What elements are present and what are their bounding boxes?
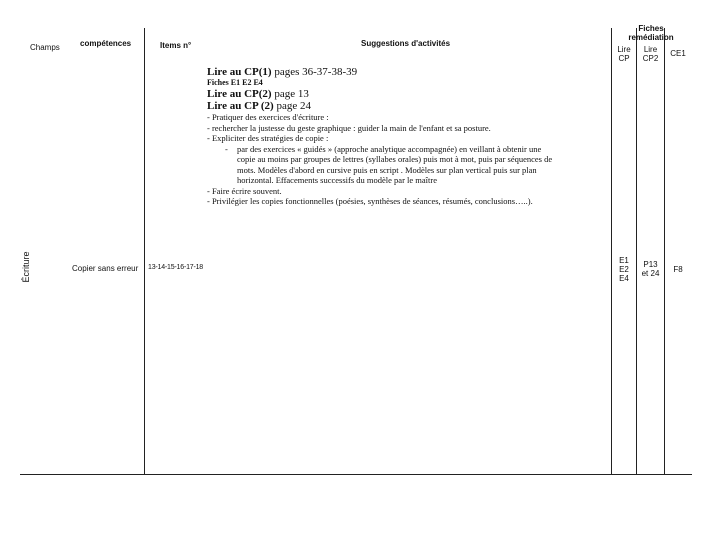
items-cell: 13-14-15-16-17-18 (148, 264, 203, 271)
reference-pages: pages 36-37-38-39 (271, 66, 358, 78)
sub-list (207, 144, 607, 186)
header-lire-cp: Lire CP (617, 45, 631, 63)
champ-label: Écriture (21, 251, 31, 283)
sub-item-line: copie au moins par groupes de lettres (syllabes orales) puis mot à mot, puis par séquences de (237, 154, 553, 164)
competence-cell: Copier sans erreur (72, 264, 139, 273)
suggestion-line: - Privilégier les copies fonctionnelles (poésies, synthèses de séances, résumés, conclusions…..). (207, 196, 533, 206)
header-suggestions: Suggestions d'activités (361, 39, 451, 48)
column-divider-lire-cp2 (664, 28, 665, 474)
sub-item-line: par des exercices « guidés » (approche analytique accompagnée) en veillant à obtenir une (237, 143, 542, 154)
header-fiches-remediation: Fiches remédiation (628, 24, 674, 42)
reference-lire-cp2-p24 (207, 100, 607, 112)
reference-pages: page 13 (271, 88, 309, 100)
header-lire-cp2: Lire CP2 (642, 45, 659, 63)
suggestion-line: - Faire écrire souvent. (207, 185, 282, 196)
header-items: Items n° (160, 41, 192, 50)
sub-bullet: - (225, 143, 228, 154)
lire-cp2-cell: P13 et 24 (641, 260, 660, 278)
ce1-cell: F8 (673, 265, 683, 274)
header-champs: Champs (30, 43, 60, 52)
reference-fiches: Fiches E1 E2 E4 (207, 78, 263, 87)
header-competences: compétences (80, 39, 132, 48)
reference-lire-cp2-p13 (207, 88, 607, 100)
column-divider-items (144, 28, 145, 474)
reference-lire-cp1 (207, 66, 607, 78)
column-divider-lire-cp (636, 28, 637, 474)
suggestion-line: - Pratiquer des exercices d'écriture : (207, 112, 329, 122)
table-bottom-border (20, 474, 692, 475)
reference-title: Lire au CP (2) (207, 100, 274, 112)
suggestion-line: - Expliciter des stratégies de copie : (207, 133, 329, 143)
reference-title: Lire au CP(2) (207, 88, 272, 100)
header-ce1: CE1 (670, 49, 686, 58)
lire-cp-cell: E1 E2 E4 (619, 256, 629, 283)
suggestions-block (207, 66, 607, 207)
reference-pages: page 24 (273, 100, 311, 112)
suggestion-line: - rechercher la justesse du geste graphique : guider la main de l'enfant et sa posture. (207, 122, 491, 133)
sub-item-line: mots. Modèles d'abord en cursive puis en script . Modèles sur plan vertical puis sur plan (237, 164, 537, 175)
column-divider-suggestions (611, 28, 612, 474)
reference-title: Lire au CP(1) (207, 66, 272, 78)
sub-item-line: horizontal. Effacements successifs du modèle par le maître (237, 175, 437, 185)
